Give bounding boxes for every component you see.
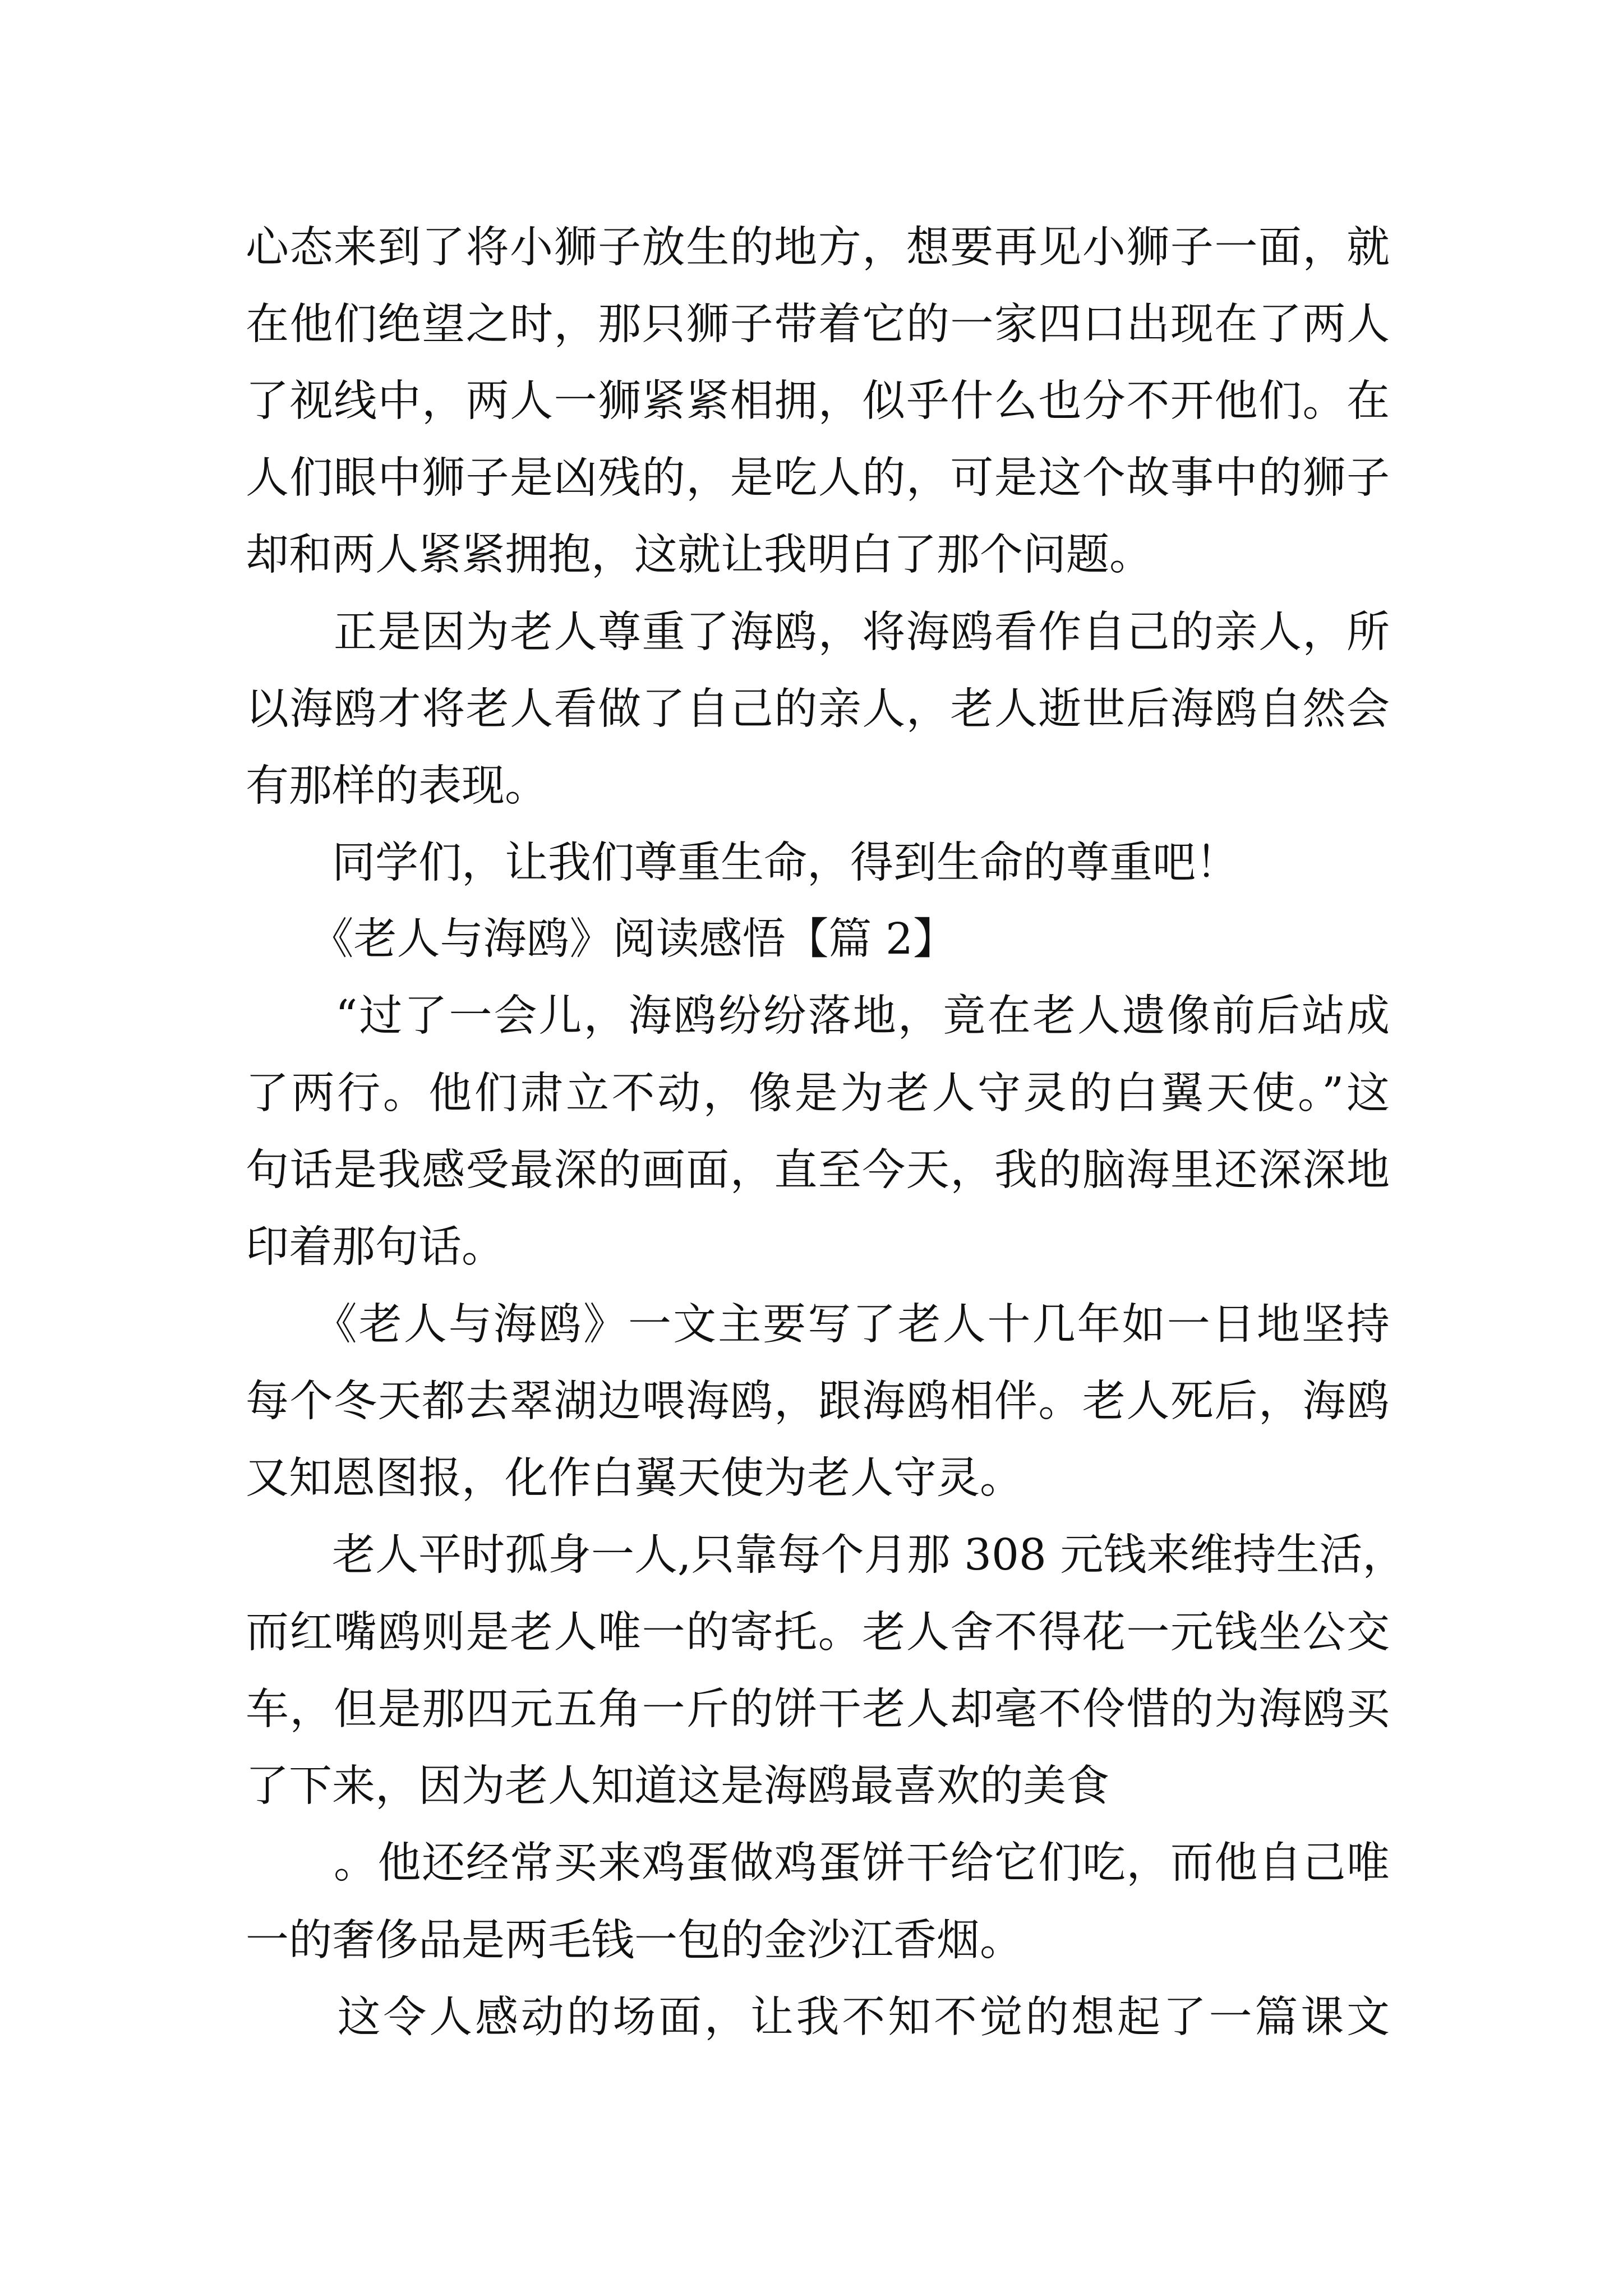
text-line: 老人平时孤身一人,只靠每个月那 308 元钱来维持生活， bbox=[246, 1530, 1406, 1580]
text-line: 正是因为老人尊重了海鸥，将海鸥看作自己的亲人，所 bbox=[246, 608, 1390, 657]
text-line: 人们眼中狮子是凶残的，是吃人的，可是这个故事中的狮子 bbox=[246, 453, 1390, 503]
text-line: 车，但是那四元五角一斤的饼干老人却毫不伶惜的为海鸥买 bbox=[246, 1685, 1390, 1734]
text-line: 了下来，因为老人知道这是海鸥最喜欢的美食 bbox=[246, 1761, 1109, 1811]
text-line: 。他还经常买来鸡蛋做鸡蛋饼干给它们吃，而他自己唯 bbox=[246, 1838, 1390, 1888]
text-line: “过了一会儿，海鸥纷纷落地，竟在老人遗像前后站成 bbox=[246, 991, 1390, 1041]
text-line: 了视线中，两人一狮紧紧相拥，似乎什么也分不开他们。在 bbox=[246, 376, 1390, 426]
text-line: 印着那句话。 bbox=[246, 1222, 505, 1272]
text-line: 又知恩图报，化作白翼天使为老人守灵。 bbox=[246, 1453, 1023, 1503]
text-line: 了两行。他们肃立不动，像是为老人守灵的白翼天使。”这 bbox=[246, 1069, 1390, 1119]
section-heading: 《老人与海鸥》阅读感悟【篇 2】 bbox=[246, 914, 956, 964]
text-line: 句话是我感受最深的画面，直至今天，我的脑海里还深深地 bbox=[246, 1145, 1390, 1195]
text-line: 每个冬天都去翠湖边喂海鸥，跟海鸥相伴。老人死后，海鸥 bbox=[246, 1377, 1390, 1427]
text-line: 一的奢侈品是两毛钱一包的金沙江香烟。 bbox=[246, 1916, 1023, 1966]
text-line: 有那样的表现。 bbox=[246, 761, 548, 811]
text-line: 以海鸥才将老人看做了自己的亲人，老人逝世后海鸥自然会 bbox=[246, 684, 1390, 734]
text-line: 而红嘴鸥则是老人唯一的寄托。老人舍不得花一元钱坐公交 bbox=[246, 1608, 1390, 1658]
text-line: 在他们绝望之时，那只狮子带着它的一家四口出现在了两人 bbox=[246, 300, 1390, 349]
text-line: 心态来到了将小狮子放生的地方，想要再见小狮子一面，就 bbox=[246, 223, 1390, 273]
text-line: 《老人与海鸥》一文主要写了老人十几年如一日地坚持 bbox=[246, 1300, 1390, 1350]
text-line: 同学们，让我们尊重生命，得到生命的尊重吧！ bbox=[246, 838, 1239, 888]
text-line: 却和两人紧紧拥抱，这就让我明白了那个问题。 bbox=[246, 530, 1152, 580]
text-line: 这令人感动的场面，让我不知不觉的想起了一篇课文 bbox=[246, 1993, 1390, 2042]
